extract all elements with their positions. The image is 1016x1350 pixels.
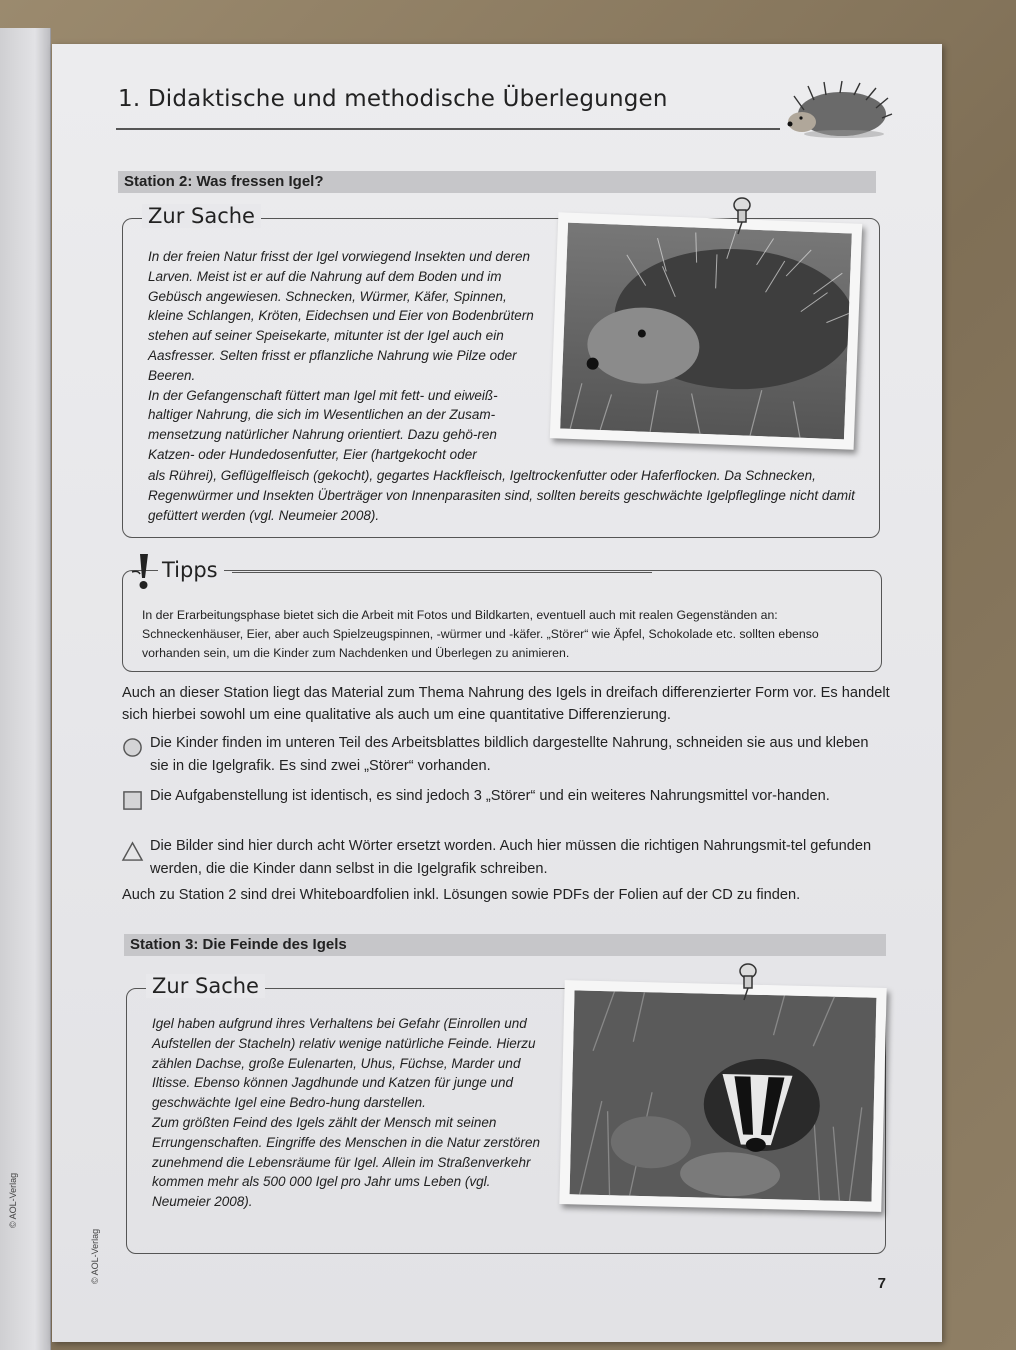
circle-icon (122, 737, 143, 758)
pushpin-icon (734, 962, 762, 1002)
list-item: Die Aufgabenstellung ist identisch, es sind jedoch 3 „Störer“ und ein weiteres Nahrungsmittel vor-handen. (150, 788, 830, 804)
sache-title-station-3: Zur Sache (146, 974, 265, 998)
intro-paragraph: Auch an dieser Station liegt das Material zum Thema Nahrung des Igels in dreifach differenzierter Form vor. Es handelt sich hierbei sowohl um eine qualitative als auch um eine quantitative Differenzierung. (122, 685, 890, 723)
badger-photo (559, 980, 886, 1212)
document-page (52, 44, 942, 1342)
station-2-bar: Station 2: Was fressen Igel? (118, 171, 876, 193)
tipps-text: In der Erarbeitungsphase bietet sich die Arbeit mit Fotos und Bildkarten, eventuell auch mit realen Gegenständen an: Schneckenhäuser, Eier, aber auch Spielzeugspinnen, -würmer und -käfer. „Störer“ wie Äpfel, Schokolade etc. sollten ebenso vorhanden sein, um die Kinder zum Nachdenken und Überlegen zu animieren. (142, 608, 819, 660)
sache3-paragraph-2: Zum größten Feind des Igels zählt der Mensch mit seinen Errungenschaften. Eingriffe des Menschen in die Natur zerstören zunehmend die Lebensräume für Igel. Allein im Straßenverkehr kommen mehr als 500 000 Igel pro Jahr ums Leben (vgl. Neumeier 2008). (152, 1114, 540, 1210)
list-item: Die Bilder sind hier durch acht Wörter ersetzt worden. Auch hier müssen die richtigen Nahrungsmit-tel gefunden werden, die die Kinder dann selbst in die Igelgrafik schreiben. (150, 838, 872, 877)
hedgehog-photo (550, 212, 862, 450)
sache-paragraph-1: In der freien Natur frisst der Igel vorwiegend Insekten und deren Larven. Meist ist er auf die Nahrung auf dem Boden und im Gebüsch angewiesen. Schnecken, Würmer, Käfer, Spinnen, kleine Schlangen, Kröten, Eidechsen und Eier von Bodenbrütern stehen auf seiner Speisekarte, mitunter ist der Igel auch ein Aasfresser. Selten frisst er pflanzliche Nahrung wie Pilze oder Beeren. (148, 249, 534, 383)
left-credit: © AOL-Verlag (8, 1172, 18, 1228)
hedgehog-logo-icon (784, 80, 894, 140)
pushpin-icon (728, 196, 756, 236)
sache-title-station-2: Zur Sache (142, 204, 261, 228)
tipps-title: Tipps (158, 558, 224, 582)
inner-credit: © AOL-Verlag (90, 1228, 100, 1284)
exclamation-icon (128, 552, 158, 592)
station-3-bar: Station 3: Die Feinde des Igels (124, 934, 886, 956)
outro-paragraph: Auch zu Station 2 sind drei Whiteboardfolien inkl. Lösungen sowie PDFs der Folien auf der CD zu finden. (122, 887, 801, 903)
triangle-icon (121, 841, 144, 862)
sache3-paragraph-1: Igel haben aufgrund ihres Verhaltens bei Gefahr (Einrollen und Aufstellen der Stacheln) relativ wenige natürliche Feinde. Hierzu zählen Dachse, große Eulenarten, Uhus, Füchse, Marder und Iltisse. Ebenso können Jagdhunde und Katzen für junge und geschwächte Igel eine Bedro-hung darstellen. (152, 1016, 536, 1111)
left-page-edge (0, 28, 51, 1350)
square-icon (122, 790, 143, 811)
list-item: Die Kinder finden im unteren Teil des Arbeitsblattes bildlich dargestellte Nahrung, schneiden sie aus und kleben sie in die Igelgrafik. Es sind zwei „Störer“ vorhanden. (150, 735, 869, 774)
title-underline (116, 128, 780, 130)
sache-title-rule (274, 218, 574, 219)
sache-paragraph-2b: als Rührei), Geflügelfleisch (gekocht), gegartes Hackfleisch, Igeltrockenfutter oder Haferflocken. Da Schnecken, Regenwürmer und Insekten Überträger von Innenparasiten sind, sollten bereits geschwächte Igelpfleglinge nicht damit gefüttert werden (vgl. Neumeier 2008). (148, 468, 855, 523)
page-number: 7 (877, 1275, 886, 1292)
tipps-title-rule (232, 572, 652, 573)
sache-paragraph-2a: In der Gefangenschaft füttert man Igel mit fett- und eiweiß-haltiger Nahrung, die sich im Wesentlichen an der Zusam-mensetzung natürlicher Nahrung orientiert. Dazu gehö-ren Katzen- oder Hundedosenfutter, Eier (hartgekocht oder (148, 387, 498, 462)
badger-image (570, 990, 877, 1201)
sache-title-rule-3 (280, 988, 560, 989)
sache-text-station-3 (152, 1014, 540, 1212)
sache-text-station-2-bottom (148, 466, 860, 525)
sache-text-station-2-top (148, 247, 540, 465)
hedgehog-image (560, 223, 852, 440)
page-title: 1. Didaktische und methodische Überlegungen (118, 86, 668, 112)
